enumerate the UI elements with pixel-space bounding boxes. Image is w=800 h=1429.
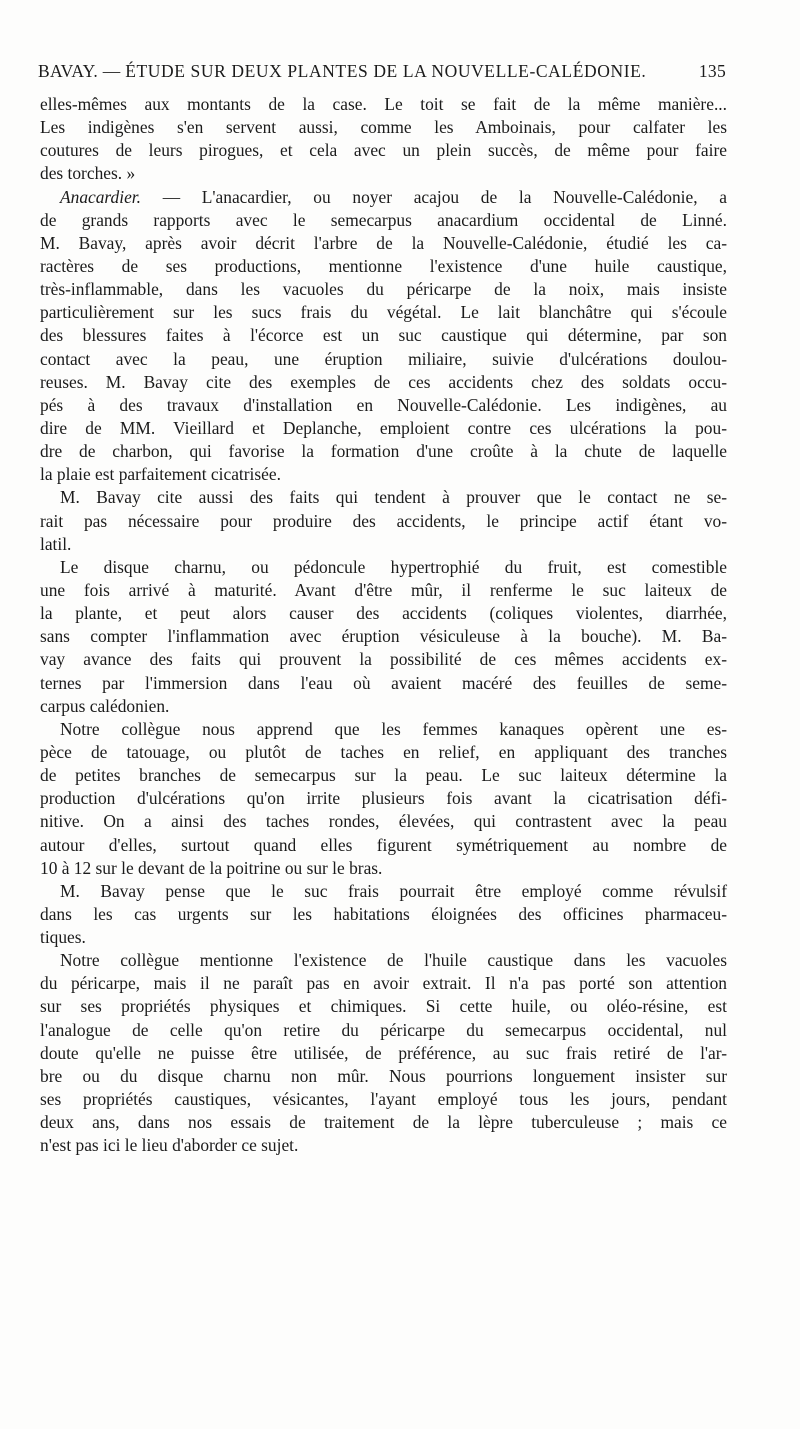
text-line: sans compter l'inflammation avec éruption vésiculeuse à la bouche). M. Ba-	[40, 626, 727, 647]
text-line: des torches. »	[40, 163, 136, 184]
text-line: autour d'elles, surtout quand elles figurent symétriquement au nombre de	[40, 834, 727, 855]
text-line: reuses. M. Bavay cite des exemples de ces accidents chez des soldats occu-	[40, 371, 727, 392]
paragraph	[40, 93, 727, 186]
body-text	[40, 93, 727, 1157]
text-line: sur ses propriétés physiques et chimiques. Si cette huile, ou oléo-résine, est	[40, 996, 727, 1017]
text-line: dire de MM. Vieillard et Deplanche, emploient contre ces ulcérations la pou-	[40, 417, 727, 438]
text-line: pés à des travaux d'installation en Nouvelle-Calédonie. Les indigènes, au	[40, 394, 727, 415]
text-line: ractères de ses productions, mentionne l'existence d'une huile caustique,	[40, 255, 727, 276]
text-line: une fois arrivé à maturité. Avant d'être mûr, il renferme le suc laiteux de	[40, 579, 727, 600]
text-line: nitive. On a ainsi des taches rondes, élevées, qui contrastent avec la peau	[40, 811, 727, 832]
text-line: Les indigènes s'en servent aussi, comme les Amboinais, pour calfater les	[40, 117, 727, 138]
paragraph	[40, 718, 727, 880]
section-term: Anacardier.	[60, 186, 141, 207]
text-line: dans les cas urgents sur les habitations éloignées des officines pharmaceu-	[40, 903, 727, 924]
text-line: l'analogue de celle qu'on retire du péricarpe du semecarpus occidental, nul	[40, 1019, 727, 1040]
paragraph	[40, 880, 727, 949]
text-line: vay avance des faits qui prouvent la possibilité de ces mêmes accidents ex-	[40, 649, 727, 670]
running-head-left	[38, 60, 646, 82]
text-line: Le disque charnu, ou pédoncule hypertrophié du fruit, est comestible	[60, 556, 727, 577]
text-line: des blessures faites à l'écorce est un suc caustique qui détermine, par son	[40, 325, 727, 346]
text-line: ses propriétés caustiques, vésicantes, l'ayant employé tous les jours, pendant	[40, 1089, 727, 1110]
text-line: n'est pas ici le lieu d'aborder ce sujet.	[40, 1135, 299, 1156]
text-line: contact avec la peau, une éruption miliaire, suivie d'ulcérations doulou-	[40, 348, 727, 369]
paragraph	[40, 949, 727, 1157]
page-number: 135	[698, 61, 726, 81]
text-line: Anacardier. — L'anacardier, ou noyer acajou de la Nouvelle-Calédonie, a	[60, 186, 727, 207]
text-line: dre de charbon, qui favorise la formation d'une croûte à la chute de laquelle	[40, 441, 727, 462]
text-line: latil.	[40, 533, 72, 554]
text-line: rait pas nécessaire pour produire des accidents, le principe actif étant vo-	[40, 510, 727, 531]
text-line: M. Bavay pense que le suc frais pourrait être employé comme révulsif	[60, 880, 727, 901]
text-line: M. Bavay, après avoir décrit l'arbre de la Nouvelle-Calédonie, étudié les ca-	[40, 232, 727, 253]
running-head-title: ÉTUDE SUR DEUX PLANTES DE LA NOUVELLE-CALÉDONIE.	[125, 61, 647, 81]
text-line: particulièrement sur les sucs frais du végétal. Le lait blanchâtre qui s'écoule	[40, 302, 727, 323]
text-line: Notre collègue nous apprend que les femmes kanaques opèrent une es-	[60, 718, 727, 739]
paragraph	[40, 486, 727, 555]
text-line: coutures de leurs pirogues, et cela avec un plein succès, de même pour faire	[40, 140, 727, 161]
paragraph	[40, 556, 727, 718]
text-line: elles-mêmes aux montants de la case. Le toit se fait de la même manière...	[40, 94, 727, 114]
text-line: production d'ulcérations qu'on irrite plusieurs fois avant la cicatrisation défi-	[40, 788, 727, 809]
text-line: la plaie est parfaitement cicatrisée.	[40, 464, 281, 485]
text-line: M. Bavay cite aussi des faits qui tendent à prouver que le contact ne se-	[60, 487, 727, 508]
text-line: tiques.	[40, 927, 86, 948]
running-head-author: BAVAY.	[38, 61, 99, 81]
text-line: de grands rapports avec le semecarpus anacardium occidental de Linné.	[40, 209, 727, 230]
text-line: bre ou du disque charnu non mûr. Nous pourrions longuement insister sur	[40, 1065, 727, 1086]
paragraph	[40, 186, 727, 487]
text-line: deux ans, dans nos essais de traitement de la lèpre tuberculeuse ; mais ce	[40, 1112, 727, 1133]
text-line: carpus calédonien.	[40, 695, 170, 716]
text-line: de petites branches de semecarpus sur la peau. Le suc laiteux détermine la	[40, 765, 727, 786]
text-line: très-inflammable, dans les vacuoles du péricarpe de la noix, mais insiste	[40, 279, 727, 300]
text-line: la plante, et peut alors causer des accidents (coliques violentes, diarrhée,	[40, 603, 727, 624]
text-line: Notre collègue mentionne l'existence de l'huile caustique dans les vacuoles	[60, 950, 727, 971]
text-line: pèce de tatouage, ou plutôt de taches en relief, en appliquant des tranches	[40, 741, 727, 762]
text-line: 10 à 12 sur le devant de la poitrine ou sur le bras.	[40, 857, 383, 878]
running-head-dash: —	[102, 61, 121, 81]
running-head	[38, 60, 726, 82]
text-line: ternes par l'immersion dans l'eau où avaient macéré des feuilles de seme-	[40, 672, 727, 693]
text-line: du péricarpe, mais il ne paraît pas en avoir extrait. Il n'a pas porté son attention	[40, 973, 727, 994]
text-line: doute qu'elle ne puisse être utilisée, de préférence, au suc frais retiré de l'ar-	[40, 1042, 727, 1063]
